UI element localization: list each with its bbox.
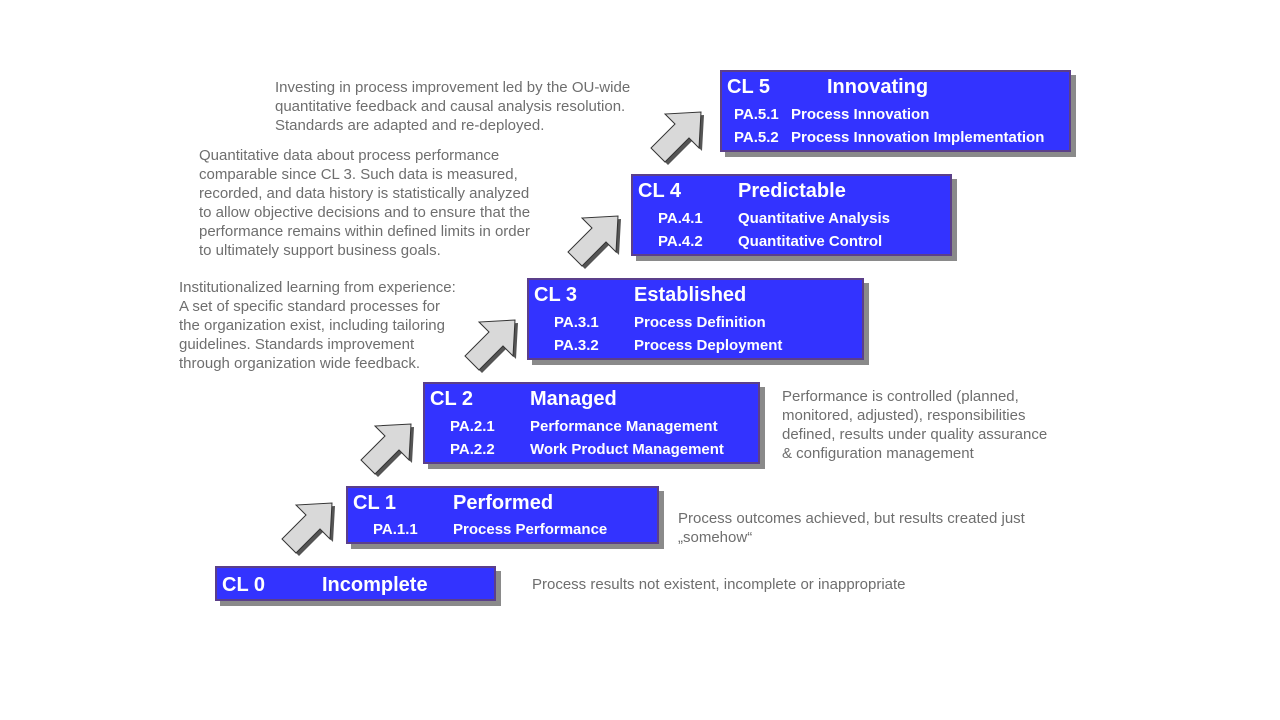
level-code: CL 0 xyxy=(222,574,265,596)
level-heading xyxy=(353,492,553,515)
level-box-cl1 xyxy=(346,486,659,544)
step-arrow-icon xyxy=(647,106,707,166)
pa-id: PA.4.2 xyxy=(658,233,703,250)
step-arrow-icon xyxy=(461,314,521,374)
level-box-cl5 xyxy=(720,70,1071,152)
process-attribute xyxy=(734,106,929,123)
level-name: Incomplete xyxy=(322,574,428,596)
pa-id: PA.2.1 xyxy=(450,418,495,435)
pa-id: PA.5.2 xyxy=(734,129,779,146)
level-name: Innovating xyxy=(827,76,929,98)
pa-id: PA.2.2 xyxy=(450,441,495,458)
pa-name: Process Definition xyxy=(634,314,766,331)
note-cl2: Performance is controlled (planned, monitored, adjusted), responsibilities defined, results under quality assurance & configuration management xyxy=(782,388,1048,462)
process-attribute xyxy=(450,418,718,435)
pa-id: PA.3.1 xyxy=(554,314,599,331)
process-attribute xyxy=(554,314,766,331)
level-name: Performed xyxy=(453,492,554,514)
level-name: Managed xyxy=(530,388,617,410)
level-box-cl4 xyxy=(631,174,952,256)
step-arrow-icon xyxy=(357,418,417,478)
process-attribute xyxy=(373,521,607,538)
level-code: CL 4 xyxy=(638,180,681,202)
pa-name: Process Innovation xyxy=(791,106,930,123)
process-attribute xyxy=(658,233,882,250)
level-box-cl2 xyxy=(423,382,760,464)
pa-name: Work Product Management xyxy=(530,441,724,458)
pa-name: Process Performance xyxy=(453,521,608,538)
process-attribute xyxy=(554,337,782,354)
process-attribute xyxy=(450,441,724,458)
note-cl0: Process results not existent, incomplete or inappropriate xyxy=(532,576,906,593)
note-cl5: Investing in process improvement led by the OU-wide quantitative feedback and causal analysis resolution. Standards are adapted and re-deployed. xyxy=(275,79,631,134)
process-attribute xyxy=(734,129,1044,146)
level-code: CL 5 xyxy=(727,76,770,98)
note-cl4: Quantitative data about process performance comparable since CL 3. Such data is measured, recorded, and data history is statistically analyzed to allow objective decisions and to ensure that the performance remains within defined limits in order to ultimately support business goals. xyxy=(199,147,531,259)
level-box-cl3 xyxy=(527,278,864,360)
level-heading xyxy=(727,76,928,99)
note-cl1: Process outcomes achieved, but results created just „somehow“ xyxy=(678,510,1025,546)
pa-id: PA.4.1 xyxy=(658,210,703,227)
level-heading xyxy=(430,388,617,411)
step-arrow-icon xyxy=(564,210,624,270)
level-heading xyxy=(222,574,428,597)
level-name: Predictable xyxy=(738,180,846,202)
level-heading xyxy=(638,180,846,203)
pa-name: Performance Management xyxy=(530,418,718,435)
pa-name: Quantitative Control xyxy=(738,233,883,250)
level-code: CL 1 xyxy=(353,492,396,514)
level-code: CL 3 xyxy=(534,284,577,306)
level-box-cl0 xyxy=(215,566,496,601)
pa-id: PA.3.2 xyxy=(554,337,599,354)
pa-name: Process Deployment xyxy=(634,337,783,354)
pa-name: Process Innovation Implementation xyxy=(791,129,1045,146)
pa-name: Quantitative Analysis xyxy=(738,210,890,227)
pa-id: PA.5.1 xyxy=(734,106,779,123)
level-heading xyxy=(534,284,746,307)
pa-id: PA.1.1 xyxy=(373,521,418,538)
level-code: CL 2 xyxy=(430,388,473,410)
step-arrow-icon xyxy=(278,497,338,557)
level-name: Established xyxy=(634,284,747,306)
note-cl3: Institutionalized learning from experience: A set of specific standard processes for the organization exist, including tailoring guidelines. Standards improvement through organization wide feedback. xyxy=(179,279,456,372)
process-attribute xyxy=(658,210,890,227)
